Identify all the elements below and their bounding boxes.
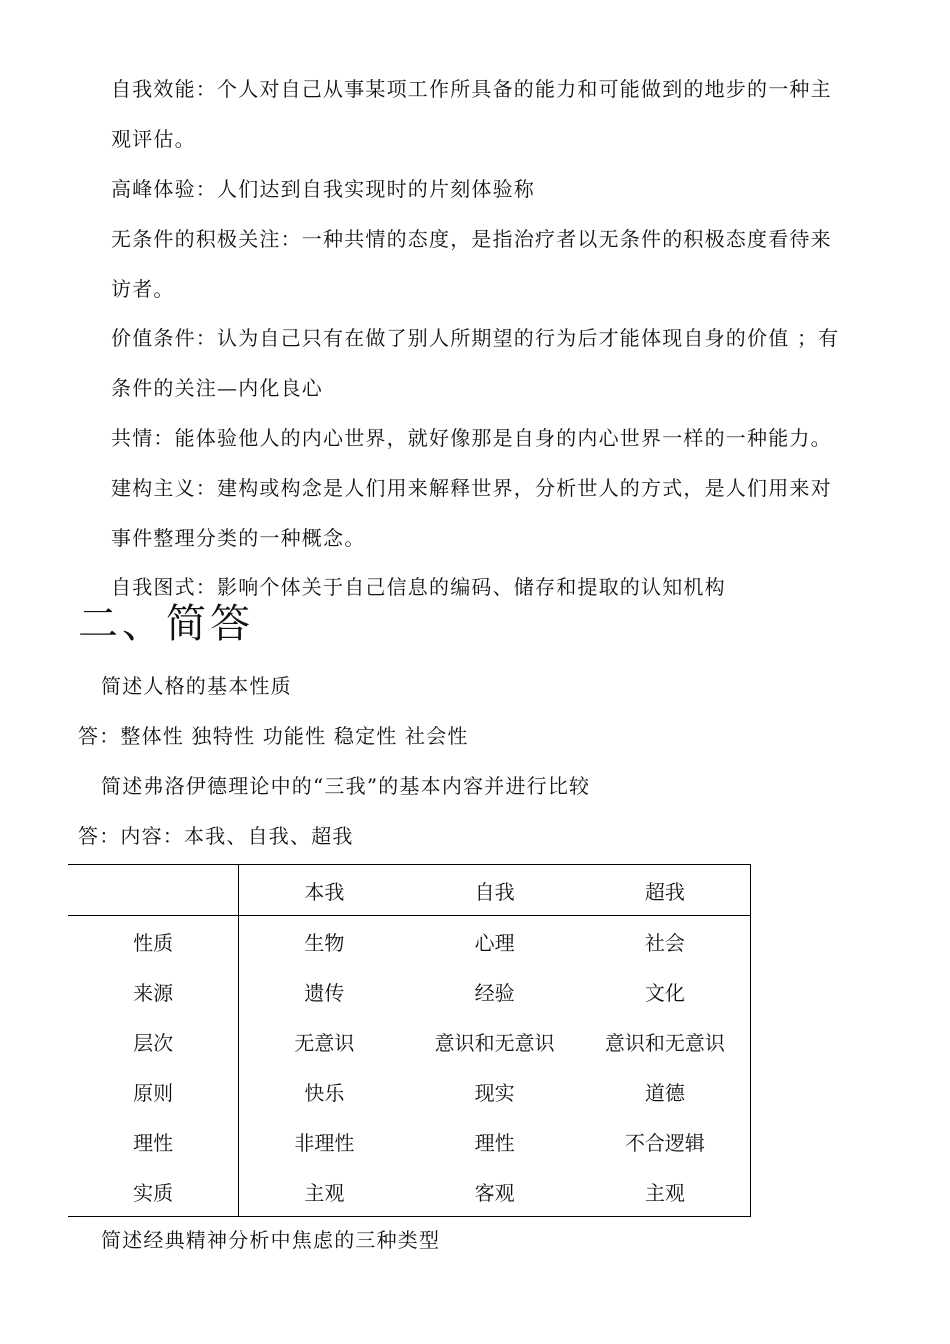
definition-unconditional-regard-line1: 无条件的积极关注：一种共情的态度，是指治疗者以无条件的积极态度看待来	[111, 227, 832, 251]
section-heading: 二、简答	[78, 601, 254, 647]
question-three-selves: 简述弗洛伊德理论中的“三我”的基本内容并进行比较	[101, 774, 591, 798]
table-cell: 理性	[474, 1130, 515, 1155]
table-header-cell: 自我	[410, 865, 580, 916]
table-row	[68, 1166, 751, 1217]
table-cell: 主观	[580, 1166, 751, 1217]
table-header-cell: 超我	[580, 865, 751, 916]
table-cell: 性质	[68, 916, 239, 967]
definition-self-efficacy-line2: 观评估。	[111, 127, 196, 151]
table-cell: 文化	[580, 966, 751, 1016]
table-cell: 层次	[68, 1016, 239, 1066]
three-selves-comparison-table	[68, 864, 751, 1217]
table-row	[68, 966, 751, 1016]
table-cell: 不合逻辑	[580, 1116, 751, 1166]
table-cell: 遗传	[304, 980, 345, 1005]
table-cell: 经验	[474, 980, 515, 1005]
definition-self-schema: 自我图式：影响个体关于自己信息的编码、储存和提取的认知机构	[111, 575, 726, 599]
table-cell: 主观	[304, 1180, 345, 1205]
definition-self-efficacy-line1: 自我效能：个人对自己从事某项工作所具备的能力和可能做到的地步的一种主	[111, 77, 832, 101]
answer-personality-traits: 答：整体性 独特性 功能性 稳定性 社会性	[78, 724, 469, 748]
table-row	[68, 1016, 751, 1066]
table-cell: 原则	[68, 1066, 239, 1116]
table-cell: 社会	[580, 916, 751, 967]
question-personality-traits: 简述人格的基本性质	[101, 674, 292, 698]
table-row	[68, 916, 751, 967]
table-cell: 现实	[474, 1080, 515, 1105]
table-cell: 客观	[474, 1180, 515, 1205]
table-cell: 实质	[68, 1166, 239, 1217]
table-row	[68, 1116, 751, 1166]
question-anxiety-types: 简述经典精神分析中焦虑的三种类型	[101, 1228, 441, 1252]
definition-peak-experience: 高峰体验：人们达到自我实现时的片刻体验称	[111, 177, 535, 201]
definition-constructivism-line1: 建构主义：建构或构念是人们用来解释世界，分析世人的方式，是人们用来对	[111, 476, 832, 500]
table-cell: 无意识	[294, 1030, 355, 1055]
table-cell: 意识和无意识	[580, 1016, 751, 1066]
table-cell: 生物	[304, 930, 345, 955]
table-cell: 来源	[68, 966, 239, 1016]
answer-three-selves-content: 答：内容：本我、自我、超我	[78, 824, 354, 848]
definition-unconditional-regard-line2: 访者。	[111, 277, 175, 301]
table-cell: 理性	[68, 1116, 239, 1166]
table-row	[68, 1066, 751, 1116]
table-header-row	[68, 865, 751, 916]
table-cell: 意识和无意识	[434, 1030, 555, 1055]
table-cell: 快乐	[304, 1080, 345, 1105]
table-header-cell: 本我	[239, 865, 410, 916]
table-cell: 非理性	[294, 1130, 355, 1155]
definition-constructivism-line2: 事件整理分类的一种概念。	[111, 526, 366, 550]
definition-conditions-of-worth-line1: 价值条件：认为自己只有在做了别人所期望的行为后才能体现自身的价值 ；有	[111, 326, 840, 350]
definition-conditions-of-worth-line2: 条件的关注—内化良心	[111, 376, 323, 400]
table-cell: 心理	[474, 930, 515, 955]
table-cell: 道德	[580, 1066, 751, 1116]
definition-empathy: 共情：能体验他人的内心世界，就好像那是自身的内心世界一样的一种能力。	[111, 426, 832, 450]
table-header-cell	[68, 865, 239, 916]
